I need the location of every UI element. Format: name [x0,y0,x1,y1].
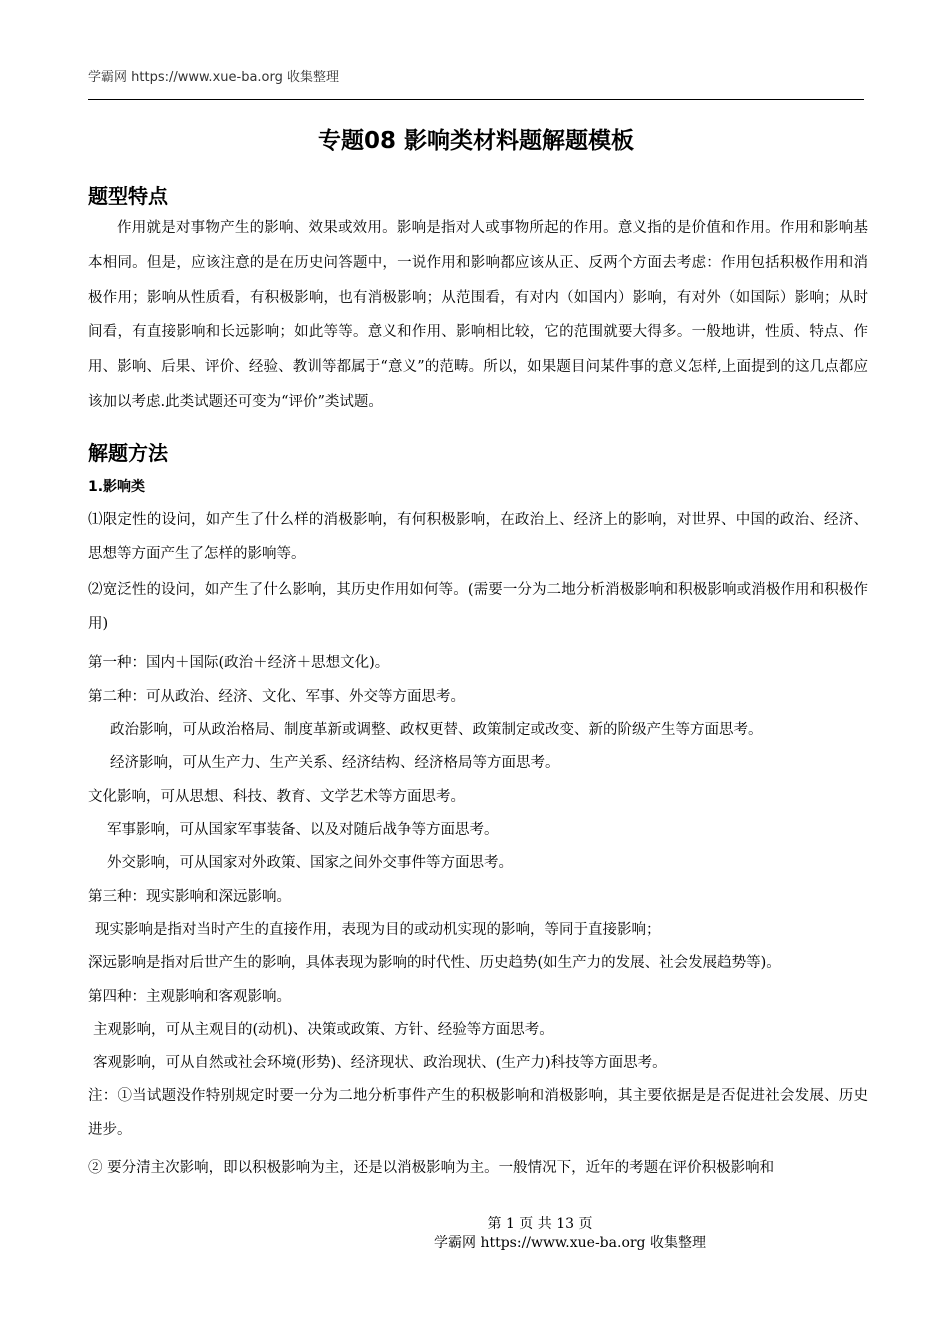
method-line-longterm: 深远影响是指对后世产生的影响，具体表现为影响的时代性、历史趋势(如生产力的发展、社会发展趋势等)。 [88,955,781,971]
method-line-3: 第三种：现实影响和深远影响。 [88,889,291,905]
header-divider [88,99,864,100]
method-line-economic: 经济影响，可从生产力、生产关系、经济结构、经济格局等方面思考。 [110,755,560,771]
method-paragraph-2: ⑵宽泛性的设问，如产生了什么影响，其历史作用如何等。(需要一分为二地分析消极影响和积极影响或消极作用和积极作用) [88,582,868,632]
features-paragraph: 作用就是对事物产生的影响、效果或效用。影响是指对人或事物所起的作用。意义指的是价值和作用。作用和影响基本相同。但是，应该注意的是在历史问答题中，一说作用和影响都应该从正、反两个方面去考虑：作用包括积极作用和消极作用；影响从性质看，有积极影响，也有消极影响；从范围看，有对内（如国内）影响，有对外（如国际）影响；从时间看，有直接影响和长远影响；如此等等。意义和作用、影响相比较，它的范围就要大得多。一般地讲，性质、特点、作用、影响、后果、评价、经验、教训等都属于“意义”的范畴。所以，如果题目问某件事的意义怎样,上面提到的这几点都应该加以考虑.此类试题还可变为“评价”类试题。 [88,220,868,410]
note-paragraph-1: 注：①当试题没作特别规定时要一分为二地分析事件产生的积极影响和消极影响，其主要依据是是否促进社会发展、历史进步。 [88,1088,868,1138]
method-line-military: 军事影响，可从国家军事装备、以及对随后战争等方面思考。 [107,822,499,838]
method-line-2: 第二种：可从政治、经济、文化、军事、外交等方面思考。 [88,689,465,705]
footer-site-text: 学霸网 https://www.xue-ba.org 收集整理 [434,1235,706,1251]
method-line-cultural: 文化影响，可从思想、科技、教育、文学艺术等方面思考。 [88,789,465,805]
method-line-immediate: 现实影响是指对当时产生的直接作用，表现为目的或动机实现的影响，等同于直接影响； [95,922,661,938]
method-line-objective: 客观影响，可从自然或社会环境(形势)、经济现状、政治现状、(生产力)科技等方面思考。 [93,1055,667,1071]
section-heading-methods: 解题方法 [88,441,168,465]
header-site-text: 学霸网 https://www.xue-ba.org 收集整理 [88,70,339,85]
subheading-influence: 1.影响类 [88,479,146,495]
method-line-1: 第一种：国内＋国际(政治＋经济＋思想文化)。 [88,655,390,671]
section-heading-features: 题型特点 [88,184,168,208]
method-paragraph-1: ⑴限定性的设问，如产生了什么样的消极影响，有何积极影响，在政治上、经济上的影响，对世界、中国的政治、经济、思想等方面产生了怎样的影响等。 [88,512,868,562]
page-number: 第 1 页 共 13 页 [487,1216,593,1232]
method-line-subjective: 主观影响，可从主观目的(动机)、决策或政策、方针、经验等方面思考。 [93,1022,554,1038]
method-line-diplomatic: 外交影响，可从国家对外政策、国家之间外交事件等方面思考。 [107,855,513,871]
method-line-4: 第四种：主观影响和客观影响。 [88,989,291,1005]
method-line-political: 政治影响，可从政治格局、制度革新或调整、政权更替、政策制定或改变、新的阶级产生等方面思考。 [110,722,763,738]
note-paragraph-2: ② 要分清主次影响，即以积极影响为主，还是以消极影响为主。一般情况下，近年的考题在评价积极影响和 [88,1160,775,1176]
page-title: 专题08 影响类材料题解题模板 [317,128,634,154]
